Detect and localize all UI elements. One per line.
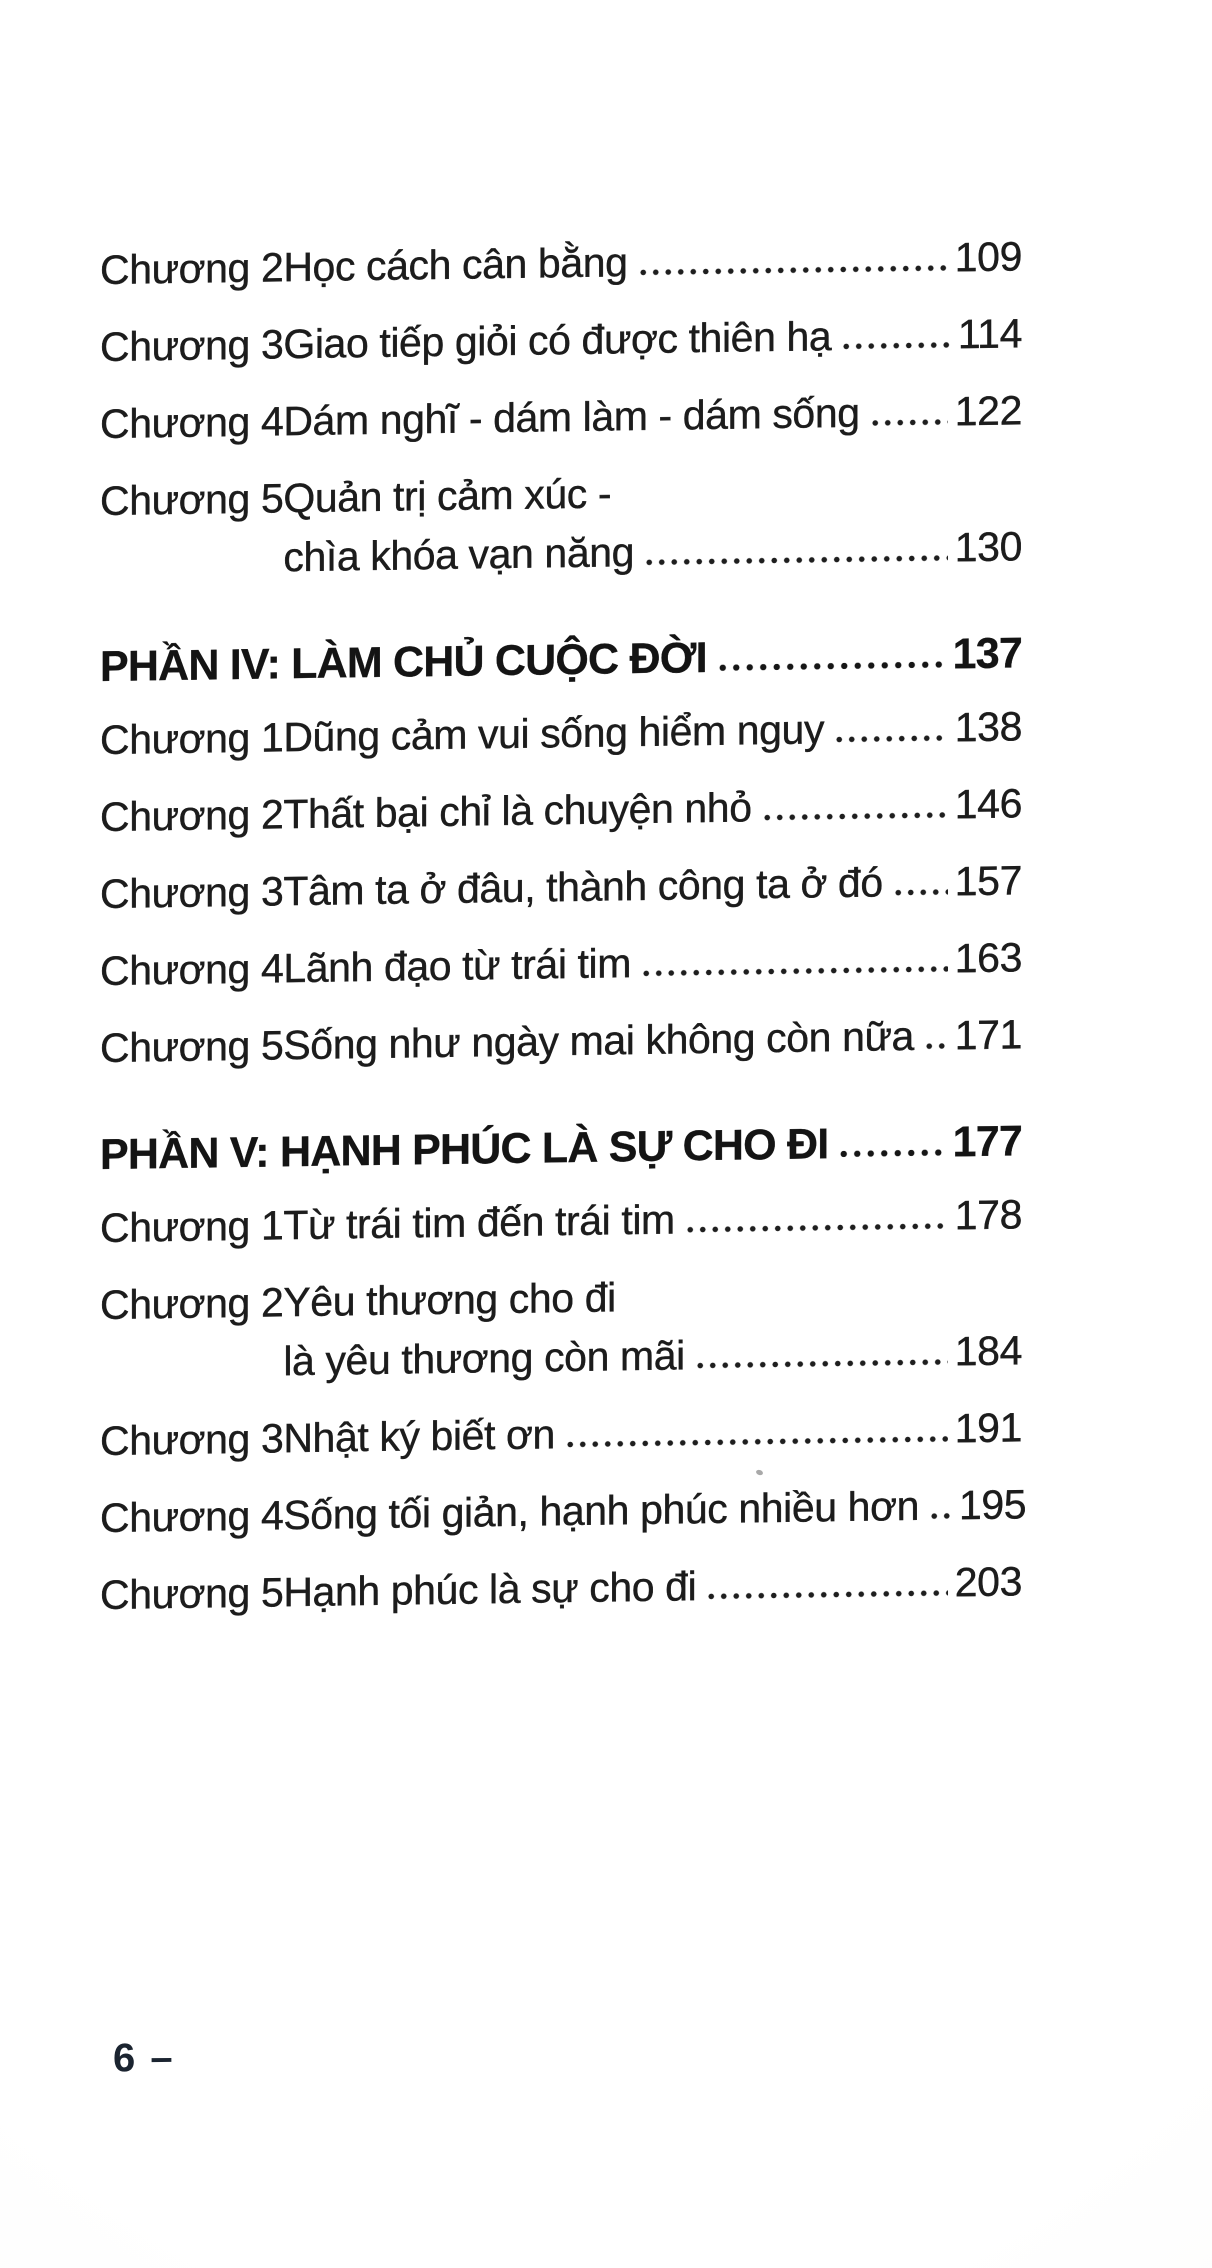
toc-line xyxy=(283,1480,1027,1539)
toc-line xyxy=(283,1267,1022,1326)
page-number: 191 xyxy=(954,1404,1022,1452)
toc-entry xyxy=(100,702,1022,764)
dot-leader xyxy=(705,1589,947,1600)
chapter-label: Chương 3 xyxy=(100,868,284,917)
chapter-title-continued: là yêu thương còn mãi xyxy=(283,1332,685,1385)
page-number: 157 xyxy=(954,857,1022,905)
page-number: 146 xyxy=(954,780,1022,828)
chapter-title: Thất bại chỉ là chuyện nhỏ xyxy=(283,784,752,838)
chapter-title-continued: chìa khóa vạn năng xyxy=(283,529,635,581)
chapter-label: Chương 2 xyxy=(100,1279,284,1328)
chapter-label: Chương 5 xyxy=(100,1022,284,1071)
page-number: 203 xyxy=(954,1558,1022,1606)
page-number: 184 xyxy=(954,1327,1022,1375)
toc-entry xyxy=(100,386,1022,448)
chapter-title: Giao tiếp giỏi có được thiên hạ xyxy=(283,313,832,368)
dot-leader xyxy=(637,264,948,276)
page-number: 109 xyxy=(954,233,1022,281)
toc-entry xyxy=(100,1010,1022,1072)
toc-line xyxy=(283,779,1022,838)
chapter-title: Dám nghĩ - dám làm - dám sống xyxy=(283,389,860,445)
toc-line xyxy=(283,1557,1022,1616)
toc-line xyxy=(283,1403,1022,1462)
chapter-label: Chương 4 xyxy=(100,1492,284,1541)
page-number: 122 xyxy=(954,387,1022,435)
toc-line xyxy=(283,309,1022,368)
dot-leader xyxy=(837,1148,945,1158)
toc-entry xyxy=(100,1267,1022,1388)
toc-entry xyxy=(100,779,1022,841)
toc-multiline xyxy=(283,1267,1022,1385)
section-title: PHẦN V: HẠNH PHÚC LÀ SỰ CHO ĐI xyxy=(100,1120,829,1179)
toc-line xyxy=(100,1116,1022,1180)
dot-leader xyxy=(892,888,948,896)
dot-leader xyxy=(684,1222,948,1233)
chapter-title: Học cách cân bằng xyxy=(283,239,628,291)
toc-line xyxy=(283,1010,1022,1069)
page-number: 163 xyxy=(954,934,1022,982)
dot-leader xyxy=(564,1435,948,1448)
page-number: 137 xyxy=(952,629,1022,679)
chapter-label: Chương 4 xyxy=(100,945,284,994)
toc-line xyxy=(283,1326,1022,1385)
toc-line xyxy=(283,856,1022,915)
page-number: 138 xyxy=(954,703,1022,751)
toc-entry xyxy=(100,232,1022,294)
dot-leader xyxy=(928,1512,952,1519)
chapter-label: Chương 4 xyxy=(100,398,284,447)
chapter-label: Chương 3 xyxy=(100,1415,284,1464)
chapter-label: Chương 2 xyxy=(100,244,284,293)
page-number: 177 xyxy=(952,1117,1022,1167)
toc-entry xyxy=(100,1190,1022,1252)
toc-entry xyxy=(100,463,1022,584)
chapter-title: Nhật ký biết ơn xyxy=(283,1411,555,1462)
chapter-title: Dũng cảm vui sống hiểm nguy xyxy=(283,706,825,761)
dot-leader xyxy=(716,660,946,671)
section-title: PHẦN IV: LÀM CHỦ CUỘC ĐỜI xyxy=(100,633,707,691)
toc-line xyxy=(283,463,1022,522)
toc-entry xyxy=(100,1480,1027,1542)
page-number: 178 xyxy=(954,1191,1022,1239)
chapter-label: Chương 1 xyxy=(100,1202,284,1251)
page-number: 195 xyxy=(958,1481,1027,1529)
toc-line xyxy=(283,933,1022,992)
dot-leader xyxy=(833,734,948,743)
dot-leader xyxy=(840,341,951,350)
chapter-label: Chương 5 xyxy=(100,475,284,524)
footer-page-number: 6 – xyxy=(113,2035,175,2081)
page-number: 114 xyxy=(957,310,1022,358)
toc-line xyxy=(100,628,1022,692)
chapter-title: Quản trị cảm xúc - xyxy=(283,470,612,522)
chapter-title: Hạnh phúc là sự cho đi xyxy=(283,1563,697,1616)
dot-leader xyxy=(694,1358,948,1369)
toc-line xyxy=(283,702,1022,761)
dot-leader xyxy=(923,1042,948,1049)
toc-line xyxy=(283,522,1022,581)
toc-multiline xyxy=(283,463,1022,581)
chapter-label: Chương 3 xyxy=(100,321,284,370)
chapter-title: Từ trái tim đến trái tim xyxy=(283,1196,675,1249)
chapter-label: Chương 5 xyxy=(100,1569,284,1618)
toc-line xyxy=(283,232,1022,291)
toc-entry xyxy=(100,933,1022,995)
toc-entry xyxy=(100,856,1022,918)
chapter-label: Chương 1 xyxy=(100,714,284,763)
chapter-title: Lãnh đạo từ trái tim xyxy=(283,940,631,992)
page-number: 171 xyxy=(954,1011,1022,1059)
toc-entry xyxy=(100,1403,1022,1465)
toc-entry xyxy=(100,1557,1022,1619)
toc-entry xyxy=(100,309,1022,371)
table-of-contents xyxy=(100,232,1027,1648)
chapter-title: Sống như ngày mai không còn nữa xyxy=(283,1012,914,1069)
chapter-title: Yêu thương cho đi xyxy=(283,1274,616,1326)
dot-leader xyxy=(761,811,948,821)
chapter-label: Chương 2 xyxy=(100,791,284,840)
dot-leader xyxy=(869,418,948,426)
toc-line xyxy=(283,386,1022,445)
page-number: 130 xyxy=(954,523,1022,571)
toc-section-heading xyxy=(100,628,1022,692)
chapter-title: Tâm ta ở đâu, thành công ta ở đó xyxy=(283,859,883,915)
dot-leader xyxy=(640,965,948,977)
toc-section-heading xyxy=(100,1116,1022,1180)
dot-leader xyxy=(643,554,948,566)
toc-line xyxy=(283,1190,1022,1249)
chapter-title: Sống tối giản, hạnh phúc nhiều hơn xyxy=(283,1482,919,1539)
